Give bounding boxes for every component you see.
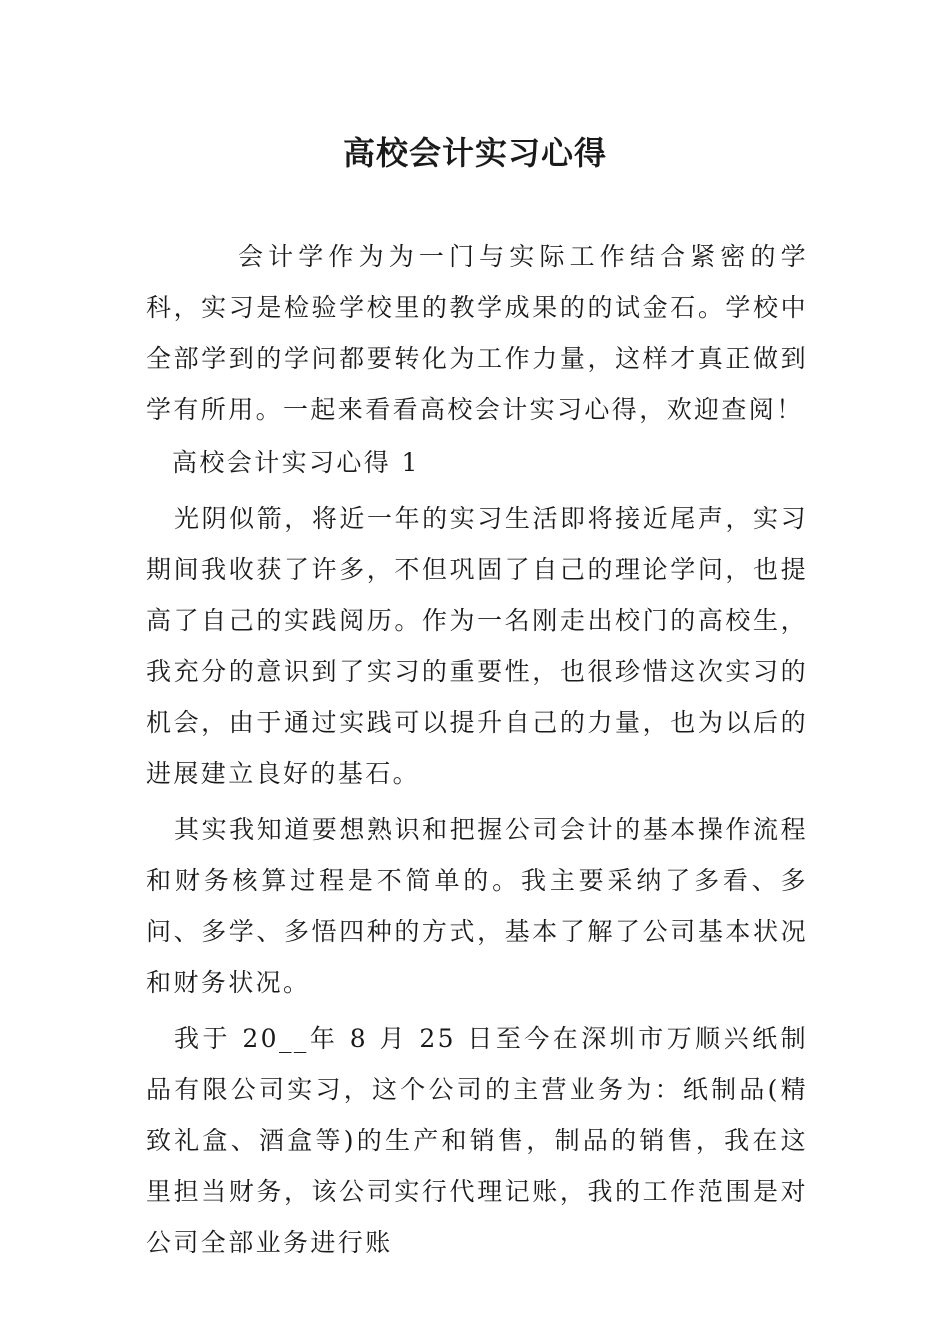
intro-paragraph: 会计学作为为一门与实际工作结合紧密的学科，实习是检验学校里的教学成果的的试金石。学校中全部学到的学问都要转化为工作力量，这样才真正做到学有所用。一起来看看高校会计实习心得，欢迎查阅！	[146, 242, 808, 424]
body-paragraph: 我于 20__年 8 月 25 日至今在深圳市万顺兴纸制品有限公司实习，这个公司的主营业务为：纸制品(精致礼盒、酒盒等)的生产和销售，制品的销售，我在这里担当财务，该公司实行代理记账，我的工作范围是对公司全部业务进行账	[146, 1024, 808, 1257]
document-title: 高校会计实习心得	[342, 134, 607, 172]
document-body	[146, 231, 808, 1273]
body-paragraph: 其实我知道要想熟识和把握公司会计的基本操作流程和财务核算过程是不简单的。我主要采纳了多看、多问、多学、多悟四种的方式，基本了解了公司基本状况和财务状况。	[146, 815, 808, 997]
body-paragraph: 光阴似箭，将近一年的实习生活即将接近尾声，实习期间我收获了许多，不但巩固了自己的理论学问，也提高了自己的实践阅历。作为一名刚走出校门的高校生，我充分的意识到了实习的重要性，也很珍惜这次实习的机会，由于通过实践可以提升自己的力量，也为以后的进展建立良好的基石。	[146, 504, 808, 788]
section-heading: 高校会计实习心得 1	[172, 448, 420, 477]
